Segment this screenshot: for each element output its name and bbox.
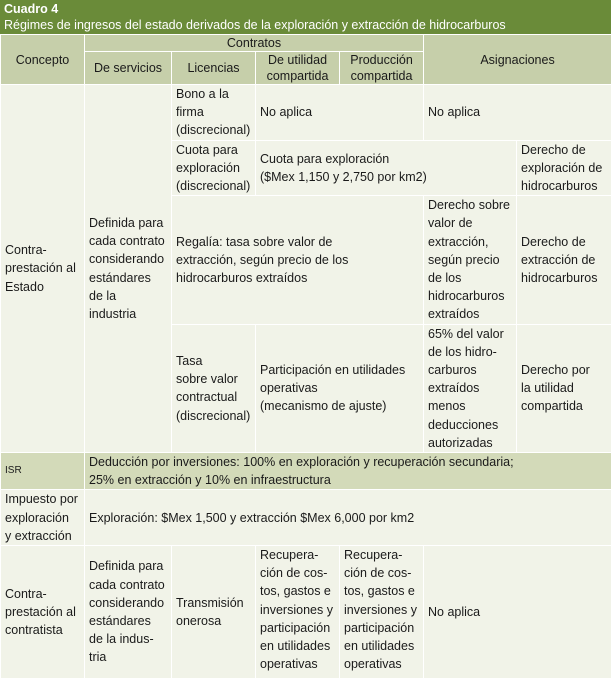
header-de-servicios: De servicios <box>85 52 172 85</box>
contratista-servicios-cell: Definida para cada contrato considerando estándares de la indus- tria <box>85 546 172 679</box>
concepto-isr: ISR <box>1 453 85 490</box>
participacion-utilidades-cell: Participación en utilidades operativas (mecanismo de ajuste) <box>256 324 424 452</box>
row-isr <box>1 453 611 490</box>
derecho-utilidad-cell: Derecho por la utilidad compartida <box>517 324 611 452</box>
concepto-impuesto: Impuesto por exploración y extracción <box>1 490 85 546</box>
asignaciones-no-aplica-cell: No aplica <box>424 85 611 141</box>
concepto-contraprestacion-contratista: Contra- prestación al contratista <box>1 546 85 679</box>
isr-deduccion-cell: Deducción por inversiones: 100% en exploración y recuperación secundaria; 25% en extracción y 10% en infraestructura <box>85 453 611 490</box>
cuota-exploracion-cell: Cuota para exploración ($Mex 1,150 y 2,750 por km2) <box>256 140 517 196</box>
contratista-utilidad-cell: Recupera- ción de cos- tos, gastos e inversiones y participación en utilidades operativas <box>256 546 340 679</box>
derecho-extraccion-cell: Derecho de extracción de hidrocarburos <box>517 196 611 324</box>
contratista-produccion-cell: Recupera- ción de cos- tos, gastos e inversiones y participación en utilidades operativas <box>340 546 424 679</box>
header-produccion-compartida: Producción compartida <box>340 52 424 85</box>
cuota-licencias-cell: Cuota para exploración (discrecional) <box>172 140 256 196</box>
bono-firma-cell: Bono a la firma (discrecional) <box>172 85 256 141</box>
header-contratos: Contratos <box>85 35 424 52</box>
derecho-exploracion-cell: Derecho de exploración de hidrocarburos <box>517 140 611 196</box>
contratista-asignaciones-cell: No aplica <box>424 546 611 679</box>
header-utilidad-compartida: De utilidad compartida <box>256 52 340 85</box>
header-asignaciones: Asignaciones <box>424 35 611 85</box>
header-concepto: Concepto <box>1 35 85 85</box>
row-impuesto <box>1 490 611 546</box>
table-title-bar <box>0 0 611 34</box>
row-bono <box>1 85 611 141</box>
tasa-contractual-cell: Tasa sobre valor contractual (discrecional) <box>172 324 256 452</box>
estado-servicios-cell: Definida para cada contrato considerando estándares de la industria <box>85 85 172 453</box>
header-row-1 <box>1 35 611 52</box>
impuesto-exploracion-cell: Exploración: $Mex 1,500 y extracción $Mex 6,000 por km2 <box>85 490 611 546</box>
regalia-cell: Regalía: tasa sobre valor de extracción, según precio de los hidrocarburos extraídos <box>172 196 424 324</box>
derecho-sobre-valor-cell: Derecho sobre valor de extracción, según precio de los hidrocarburos extraídos <box>424 196 517 324</box>
concepto-contraprestacion-estado: Contra- prestación al Estado <box>1 85 85 453</box>
revenue-regimes-table <box>0 34 611 679</box>
porcentaje-valor-cell: 65% del valor de los hidro- carburos extraídos menos deducciones autorizadas <box>424 324 517 452</box>
table-caption: Régimes de ingresos del estado derivados de la exploración y extracción de hidrocarburos <box>4 17 611 33</box>
bono-no-aplica-cell: No aplica <box>256 85 424 141</box>
contratista-licencias-cell: Transmisión onerosa <box>172 546 256 679</box>
row-contratista <box>1 546 611 679</box>
header-licencias: Licencias <box>172 52 256 85</box>
table-number: Cuadro 4 <box>4 1 611 17</box>
